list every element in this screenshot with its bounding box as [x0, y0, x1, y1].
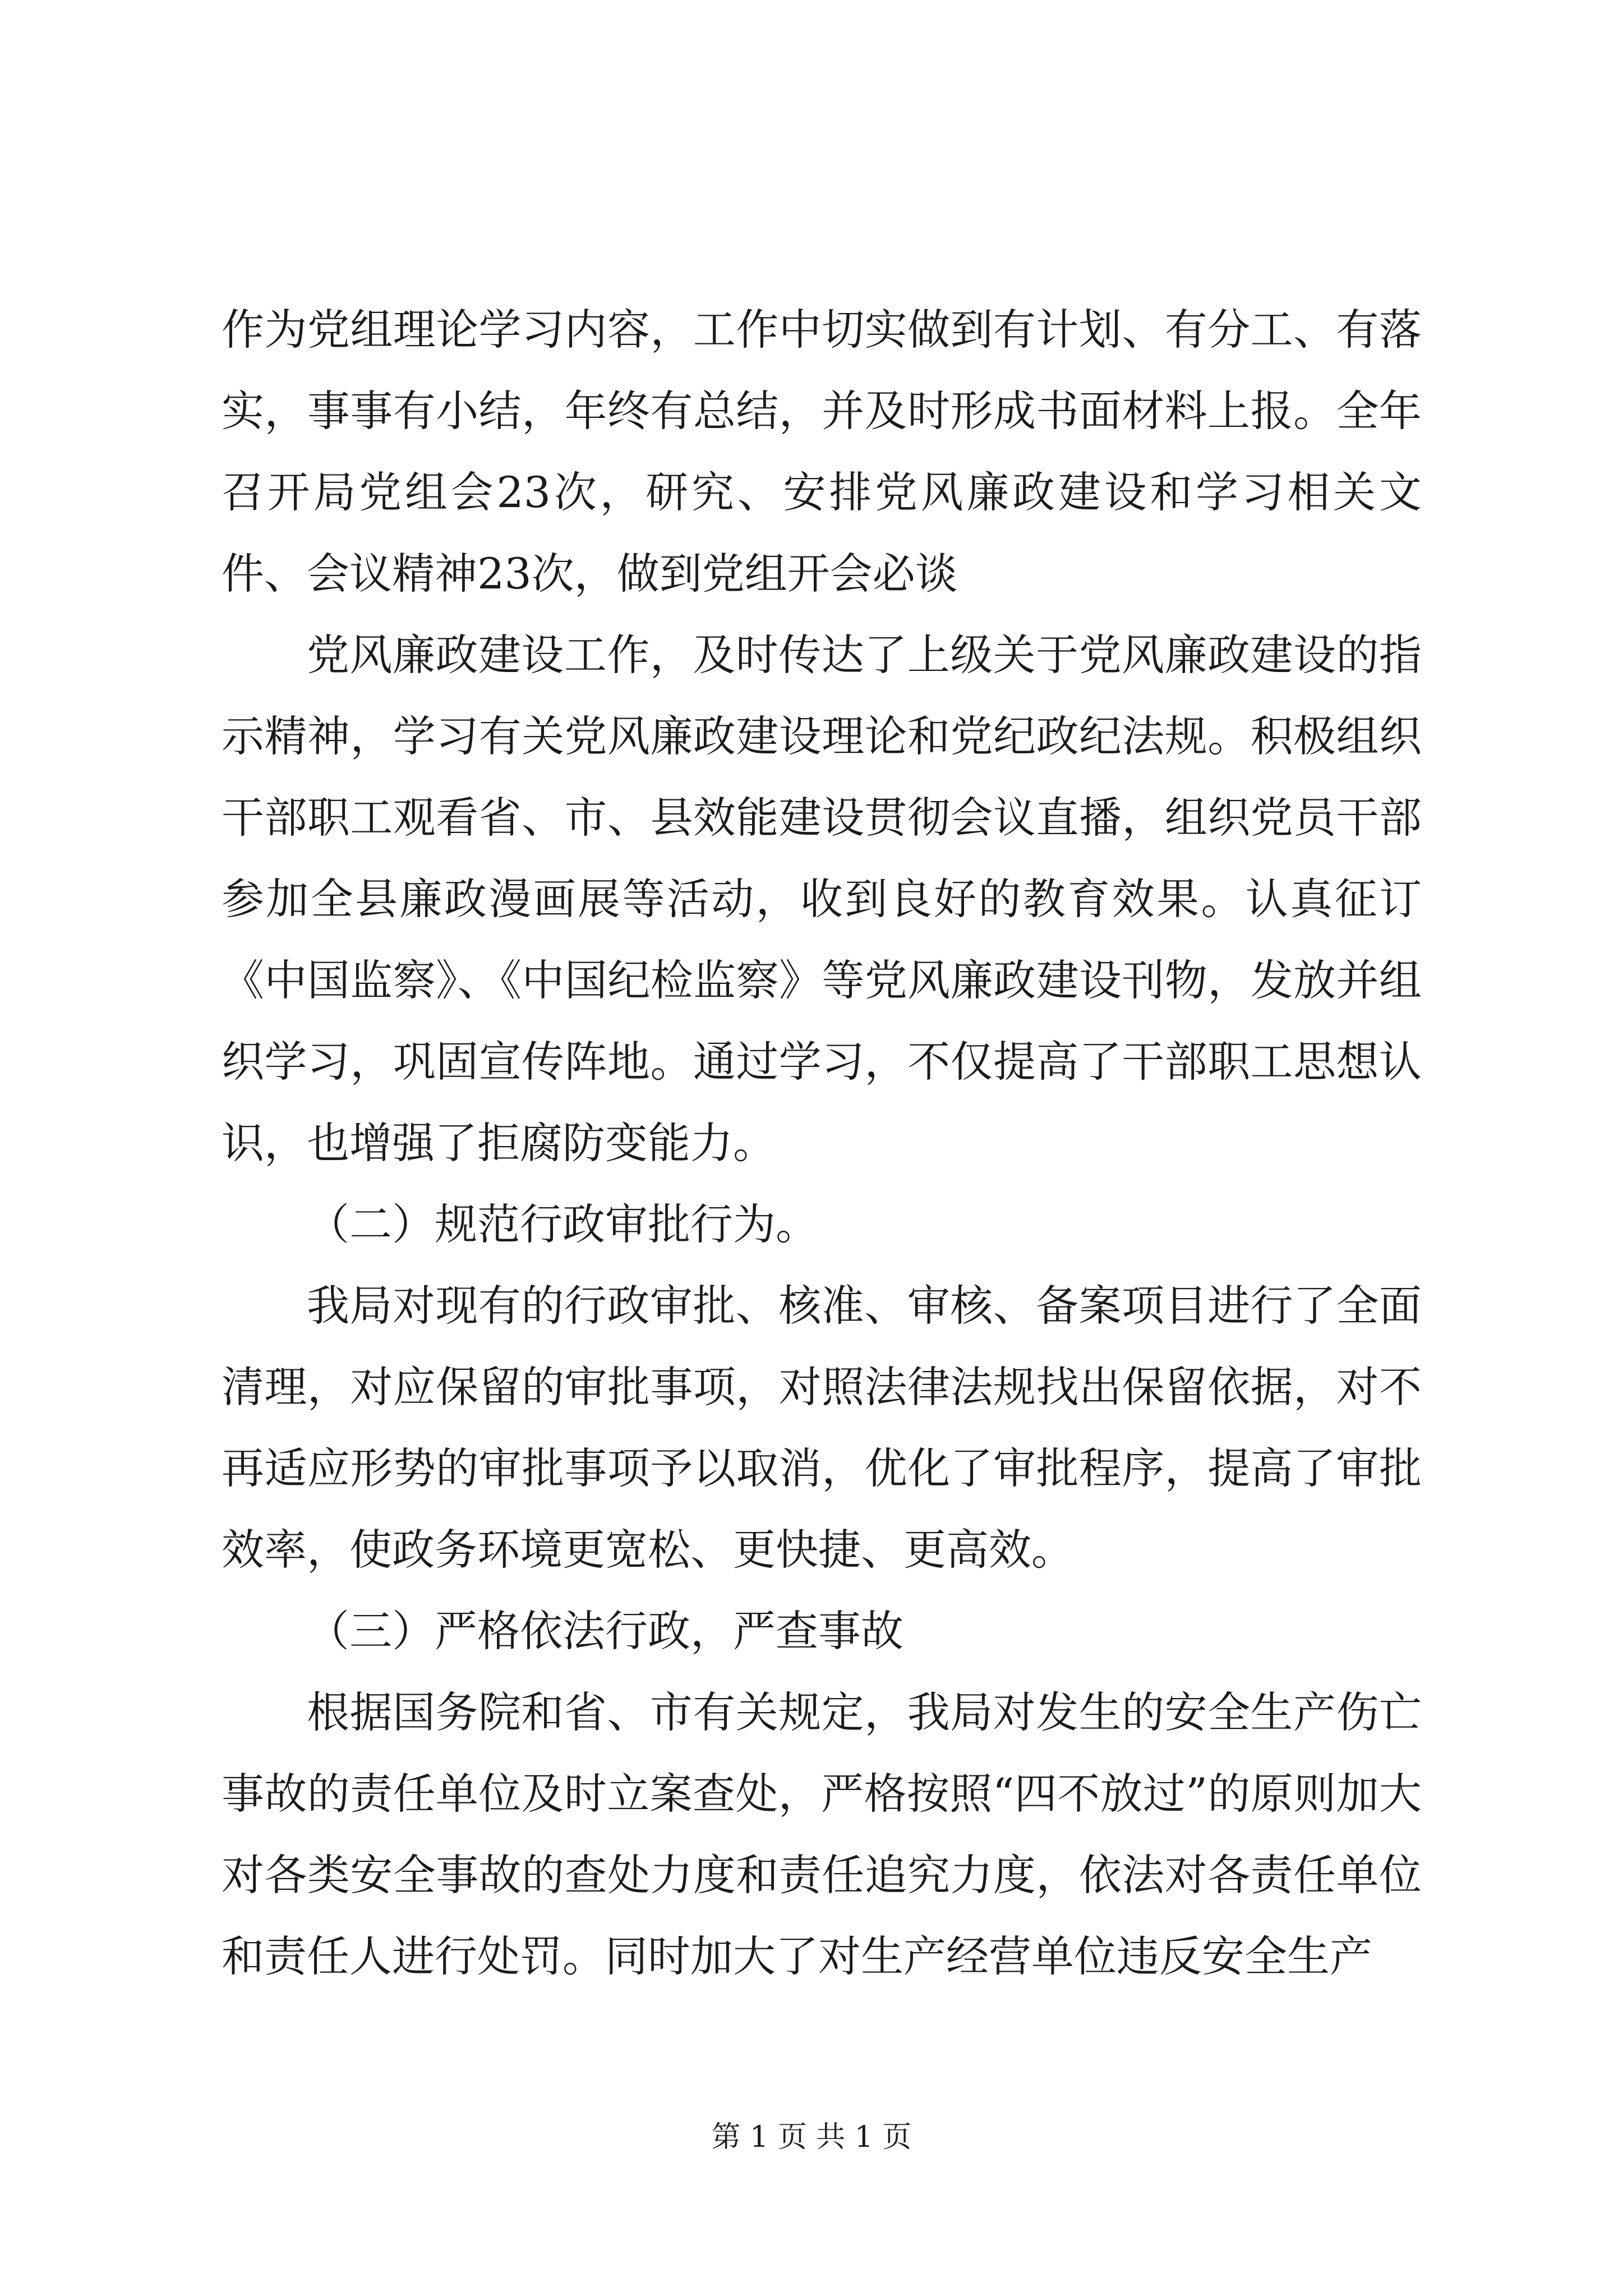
- paragraph-party-conduct: 党风廉政建设工作，及时传达了上级关于党风廉政建设的指示精神，学习有关党风廉政建设理论和党纪政纪法规。积极组织干部职工观看省、市、县效能建设贯彻会议直播，组织党员干部参加全县廉政漫画展等活动，收到良好的教育效果。认真征订《中国监察》、《中国纪检监察》等党风廉政建设刊物，发放并组织学习，巩固宣传阵地。通过学习，不仅提高了干部职工思想认识，也增强了拒腐防变能力。: [222, 630, 1422, 1168]
- section-heading-approval: （二）规范行政审批行为。: [307, 1199, 818, 1249]
- paragraph-accidents: 根据国务院和省、市有关规定，我局对发生的安全生产伤亡事故的责任单位及时立案查处，严格按照“四不放过”的原则加大对各类安全事故的查处力度和责任追究力度，依法对各责任单位和责任人进行处罚。同时加大了对生产经营单位违反安全生产: [222, 1687, 1422, 1981]
- section-heading-accidents: （三）严格依法行政，严查事故: [307, 1606, 903, 1656]
- paragraph-approval: 我局对现有的行政审批、核准、审核、备案项目进行了全面清理，对应保留的审批事项，对照法律法规找出保留依据，对不再适应形势的审批事项予以取消，优化了审批程序，提高了审批效率，使政务环境更宽松、更快捷、更高效。: [222, 1281, 1422, 1575]
- paragraph-continuation: 作为党组理论学习内容，工作中切实做到有计划、有分工、有落实，事事有小结，年终有总结，并及时形成书面材料上报。全年召开局党组会23次，研究、安排党风廉政建设和学习相关文件、会议精神23次，做到党组开会必谈: [222, 305, 1422, 599]
- document-body: [222, 289, 1422, 1997]
- page-footer: 第 1 页 共 1 页: [711, 2120, 912, 2154]
